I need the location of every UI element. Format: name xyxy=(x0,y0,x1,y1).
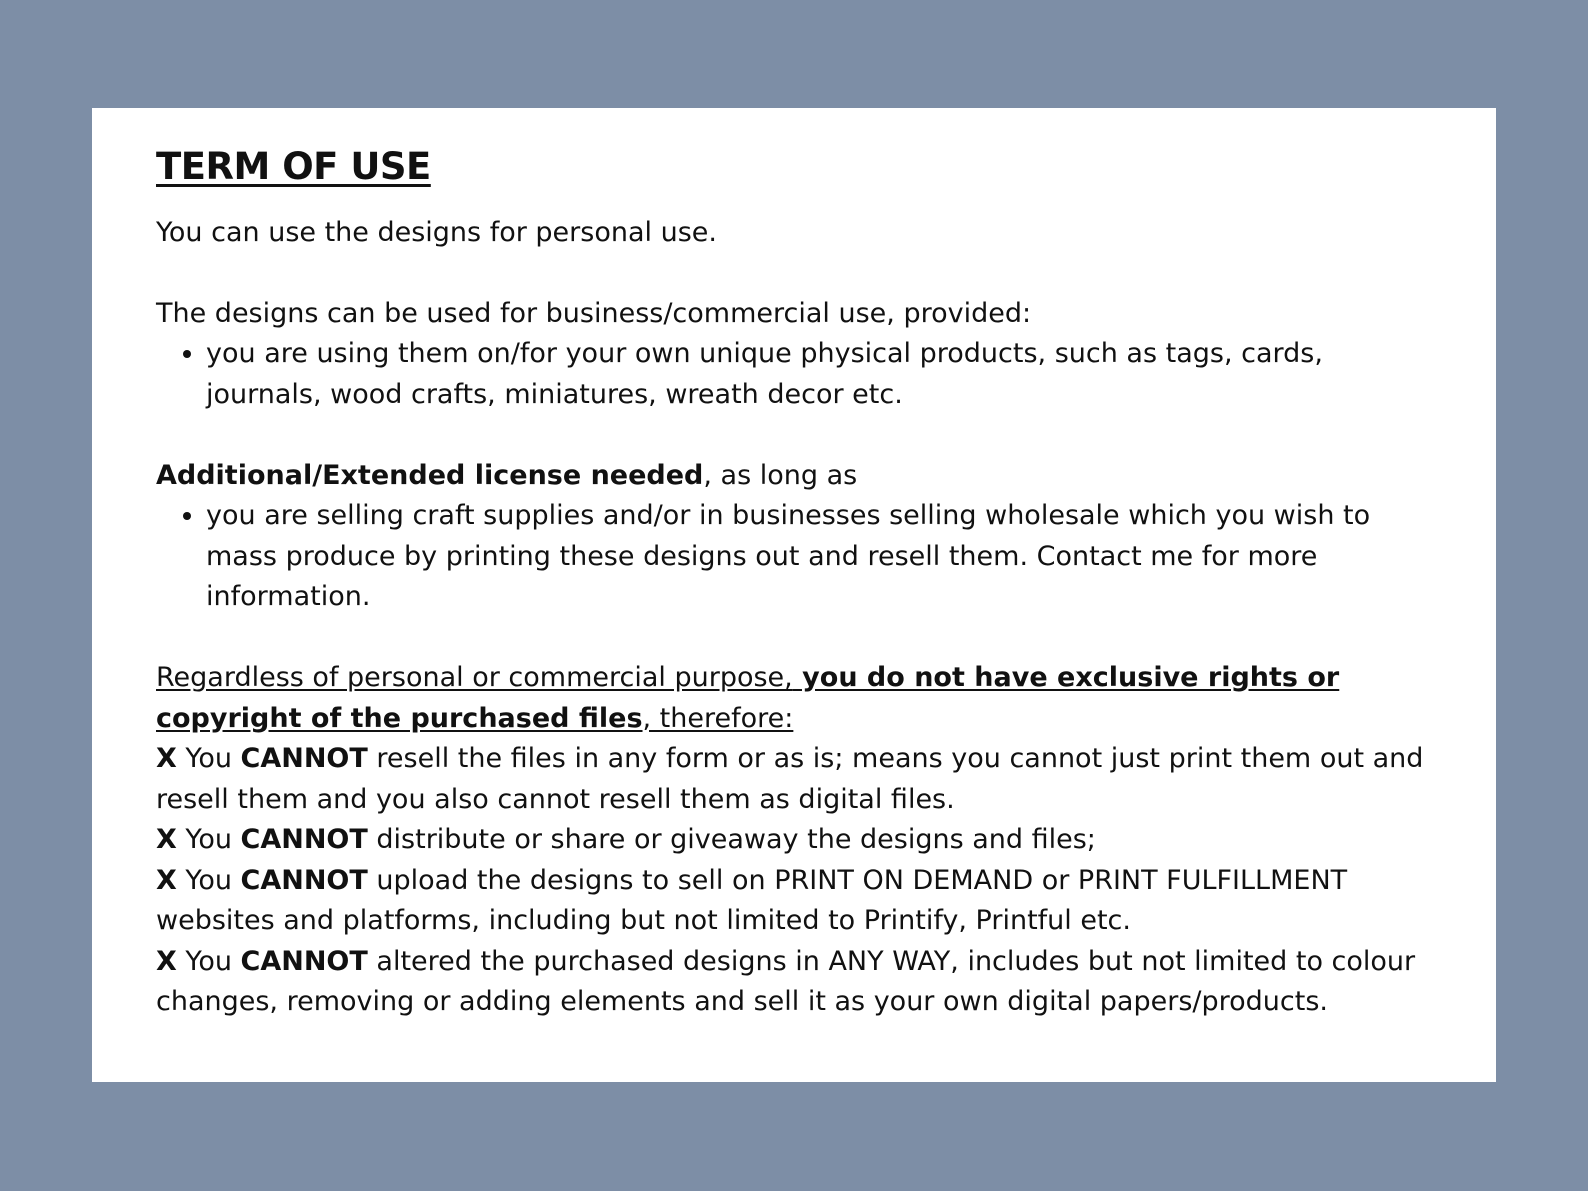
spacer xyxy=(156,618,1436,659)
rights-statement xyxy=(156,658,1436,739)
x-mark: X xyxy=(156,864,177,896)
spacer xyxy=(156,253,1436,294)
restriction-item xyxy=(156,820,1436,861)
x-mark: X xyxy=(156,743,177,775)
restriction-text: altered the purchased designs in ANY WAY, includes but not limited to colour changes, removing or adding elements and sell it as your own digital papers/products. xyxy=(156,945,1416,1018)
additional-license-rest: , as long as xyxy=(703,459,858,491)
x-mark: X xyxy=(156,945,177,977)
additional-bullet-list xyxy=(156,496,1436,618)
page-title: TERM OF USE xyxy=(156,145,431,188)
cannot-label: CANNOT xyxy=(240,864,368,896)
restriction-item xyxy=(156,942,1436,1023)
personal-use-text: You can use the designs for personal use. xyxy=(156,216,717,248)
x-mark: X xyxy=(156,824,177,856)
restriction-subject: You xyxy=(176,945,241,977)
rights-bold: you do not have exclusive rights or copyright of the purchased files xyxy=(156,662,1340,734)
commercial-bullet-list xyxy=(156,334,1436,415)
restriction-subject: You xyxy=(176,824,241,856)
spacer xyxy=(156,415,1436,456)
cannot-label: CANNOT xyxy=(240,824,368,856)
rights-intro: Regardless of personal or commercial purpose, xyxy=(156,662,793,694)
terms-card xyxy=(92,108,1496,1082)
restriction-subject: You xyxy=(176,743,241,775)
restriction-item xyxy=(156,861,1436,942)
restriction-item xyxy=(156,739,1436,820)
additional-license-line xyxy=(156,456,1436,497)
cannot-label: CANNOT xyxy=(240,945,368,977)
restriction-text: upload the designs to sell on PRINT ON DEMAND or PRINT FULFILLMENT websites and platforms, including but not limited to Printify, Printful etc. xyxy=(156,864,1348,937)
commercial-intro: The designs can be used for business/commercial use, provided: xyxy=(156,297,1032,329)
restriction-subject: You xyxy=(176,864,241,896)
restriction-text: distribute or share or giveaway the designs and files; xyxy=(367,824,1096,856)
rights-end: , therefore: xyxy=(642,702,794,734)
cannot-label: CANNOT xyxy=(240,743,368,775)
list-item: • you are using them on/for your own unique physical products, such as tags, cards, journals, wood crafts, miniatures, wreath decor etc. xyxy=(206,334,1436,415)
restriction-text: resell the files in any form or as is; means you cannot just print them out and resell them and you also cannot resell them as digital files. xyxy=(156,743,1424,815)
additional-license-bold: Additional/Extended license needed xyxy=(156,459,704,491)
list-item: • you are selling craft supplies and/or in businesses selling wholesale which you wish to mass produce by printing these designs out and resell them. Contact me for more information. xyxy=(206,496,1436,618)
